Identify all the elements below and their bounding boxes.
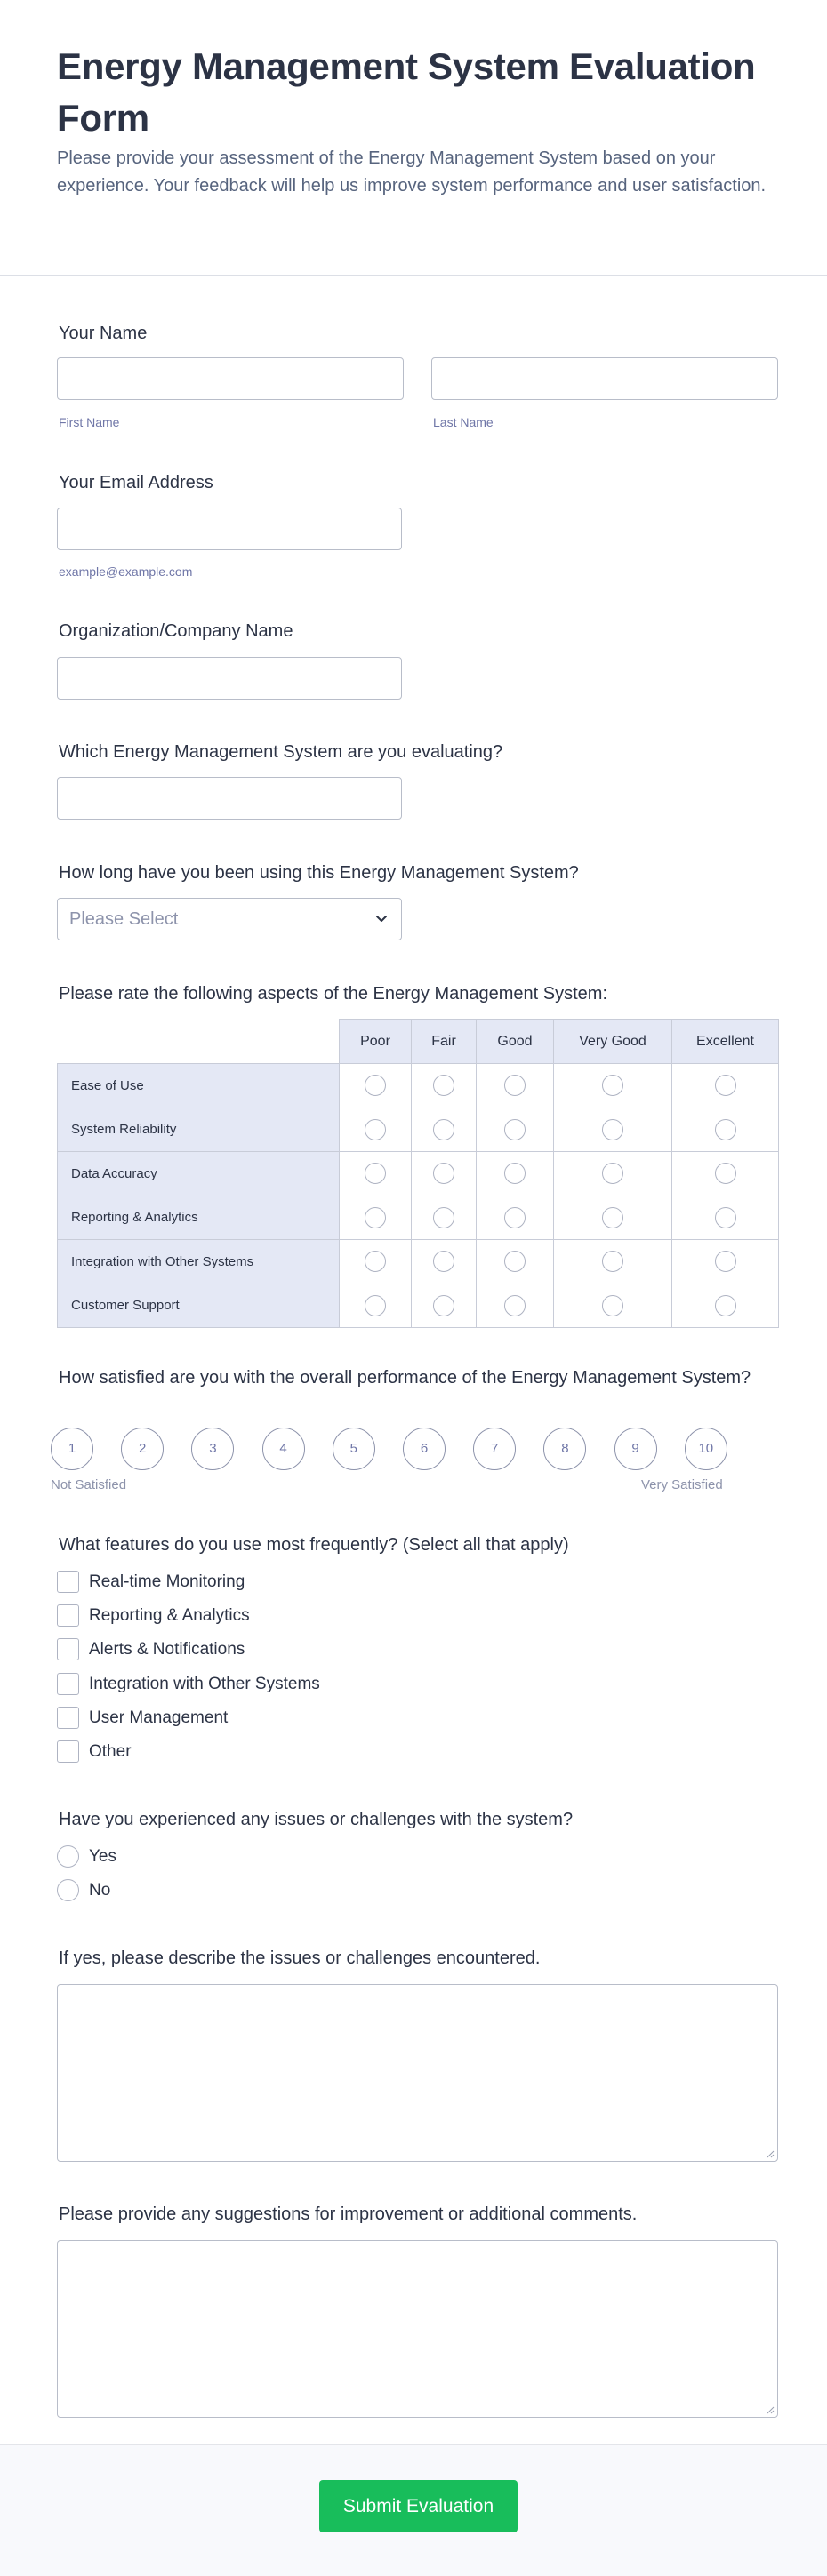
scale-option[interactable]: 10 (685, 1428, 727, 1470)
matrix-radio[interactable] (504, 1251, 526, 1272)
matrix-radio[interactable] (504, 1075, 526, 1096)
scale-option[interactable]: 8 (543, 1428, 586, 1470)
rating-matrix (57, 1019, 778, 1328)
matrix-row-label: Customer Support (58, 1284, 340, 1328)
matrix-row (58, 1152, 779, 1196)
matrix-row-label: Reporting & Analytics (58, 1196, 340, 1240)
system-input[interactable] (57, 777, 402, 820)
matrix-cell (412, 1108, 477, 1152)
matrix-radio[interactable] (504, 1295, 526, 1316)
matrix-radio[interactable] (715, 1119, 736, 1140)
matrix-cell (412, 1152, 477, 1196)
feature-option-label: Real-time Monitoring (89, 1572, 245, 1591)
matrix-radio[interactable] (715, 1075, 736, 1096)
form-description: Please provide your assessment of the Energy Management System based on your experience. Your feedback will help us improve system performance and user satisfaction. (57, 148, 767, 196)
submit-button[interactable]: Submit Evaluation (319, 2480, 518, 2532)
checkbox[interactable] (57, 1673, 79, 1695)
scale-option[interactable]: 1 (51, 1428, 93, 1470)
matrix-radio[interactable] (602, 1075, 623, 1096)
email-label: Your Email Address (59, 473, 213, 492)
scale-option[interactable]: 7 (473, 1428, 516, 1470)
matrix-radio[interactable] (504, 1119, 526, 1140)
matrix-cell (340, 1064, 412, 1108)
matrix-cell (554, 1152, 672, 1196)
checkbox[interactable] (57, 1571, 79, 1593)
matrix-radio[interactable] (602, 1163, 623, 1184)
matrix-radio[interactable] (602, 1119, 623, 1140)
chevron-down-icon (373, 909, 390, 927)
matrix-row-label: Integration with Other Systems (58, 1240, 340, 1284)
matrix-radio[interactable] (365, 1295, 386, 1316)
matrix-cell (554, 1108, 672, 1152)
suggestions-label: Please provide any suggestions for improvement or additional comments. (59, 2204, 638, 2224)
matrix-cell (477, 1240, 554, 1284)
matrix-cell (554, 1196, 672, 1240)
scale-option[interactable]: 2 (121, 1428, 164, 1470)
matrix-row-label: Data Accuracy (58, 1152, 340, 1196)
issues-description-textarea[interactable] (57, 1984, 778, 2162)
matrix-cell (554, 1064, 672, 1108)
matrix-radio[interactable] (365, 1119, 386, 1140)
matrix-radio[interactable] (433, 1119, 454, 1140)
matrix-radio[interactable] (602, 1251, 623, 1272)
radio-button[interactable] (57, 1845, 79, 1868)
matrix-cell (340, 1196, 412, 1240)
matrix-cell (477, 1284, 554, 1328)
matrix-column-header: Fair (412, 1020, 477, 1064)
matrix-radio[interactable] (433, 1207, 454, 1228)
matrix-cell (340, 1108, 412, 1152)
matrix-radio[interactable] (715, 1207, 736, 1228)
scale-option[interactable]: 5 (333, 1428, 375, 1470)
feature-option-label: Alerts & Notifications (89, 1640, 245, 1660)
matrix-radio[interactable] (433, 1075, 454, 1096)
company-label: Organization/Company Name (59, 621, 293, 641)
feature-option-label: Other (89, 1742, 132, 1761)
scale-option[interactable]: 3 (191, 1428, 234, 1470)
scale-option[interactable]: 4 (262, 1428, 305, 1470)
matrix-radio[interactable] (504, 1163, 526, 1184)
matrix-radio[interactable] (433, 1163, 454, 1184)
matrix-cell (672, 1196, 779, 1240)
features-label: What features do you use most frequently? (Select all that apply) (59, 1535, 569, 1555)
checkbox[interactable] (57, 1638, 79, 1660)
matrix-cell (340, 1284, 412, 1328)
matrix-cell (477, 1196, 554, 1240)
last-name-input[interactable] (431, 357, 778, 400)
feature-option-label: User Management (89, 1708, 229, 1727)
matrix-cell (672, 1108, 779, 1152)
matrix-column-header: Good (477, 1020, 554, 1064)
feature-option-label: Integration with Other Systems (89, 1674, 320, 1693)
resize-handle-icon[interactable] (766, 2405, 775, 2414)
matrix-cell (672, 1240, 779, 1284)
matrix-row-label: System Reliability (58, 1108, 340, 1152)
matrix-radio[interactable] (715, 1163, 736, 1184)
suggestions-textarea[interactable] (57, 2240, 778, 2418)
matrix-cell (477, 1064, 554, 1108)
matrix-cell (340, 1152, 412, 1196)
matrix-radio[interactable] (715, 1251, 736, 1272)
form-title: Energy Management System Evaluation Form (57, 45, 756, 139)
matrix-cell (412, 1284, 477, 1328)
matrix-corner (58, 1020, 340, 1064)
matrix-radio[interactable] (365, 1075, 386, 1096)
matrix-row (58, 1240, 779, 1284)
matrix-cell (340, 1240, 412, 1284)
matrix-cell (672, 1064, 779, 1108)
rating-matrix-label: Please rate the following aspects of the Energy Management System: (59, 984, 608, 1004)
matrix-cell (412, 1196, 477, 1240)
matrix-row-label: Ease of Use (58, 1064, 340, 1108)
checkbox[interactable] (57, 1604, 79, 1627)
matrix-cell (412, 1064, 477, 1108)
matrix-row (58, 1284, 779, 1328)
matrix-row (58, 1064, 779, 1108)
checkbox[interactable] (57, 1707, 79, 1729)
scale-option[interactable]: 9 (614, 1428, 657, 1470)
matrix-column-header: Poor (340, 1020, 412, 1064)
matrix-radio[interactable] (715, 1295, 736, 1316)
scale-low-caption: Not Satisfied (51, 1477, 127, 1492)
matrix-radio[interactable] (602, 1295, 623, 1316)
matrix-header-row (58, 1020, 779, 1064)
matrix-radio[interactable] (433, 1251, 454, 1272)
email-sublabel: example@example.com (59, 564, 193, 579)
feature-option-label: Reporting & Analytics (89, 1606, 250, 1626)
matrix-radio[interactable] (365, 1163, 386, 1184)
issue-option-label: Yes (89, 1847, 116, 1866)
matrix-cell (672, 1152, 779, 1196)
matrix-cell (672, 1284, 779, 1328)
checkbox[interactable] (57, 1740, 79, 1763)
matrix-cell (477, 1152, 554, 1196)
issue-option-label: No (89, 1881, 111, 1900)
matrix-row (58, 1196, 779, 1240)
scale-high-caption: Very Satisfied (641, 1477, 723, 1492)
matrix-cell (412, 1240, 477, 1284)
satisfaction-label: How satisfied are you with the overall performance of the Energy Management System? (59, 1368, 751, 1388)
company-input[interactable] (57, 657, 402, 700)
radio-button[interactable] (57, 1879, 79, 1901)
matrix-radio[interactable] (365, 1251, 386, 1272)
first-name-input[interactable] (57, 357, 404, 400)
issues-label: Have you experienced any issues or challenges with the system? (59, 1810, 574, 1829)
duration-selected-value: Please Select (69, 909, 179, 929)
duration-select[interactable] (57, 898, 402, 940)
resize-handle-icon[interactable] (766, 2149, 775, 2158)
system-label: Which Energy Management System are you evaluating? (59, 742, 503, 762)
matrix-cell (554, 1240, 672, 1284)
duration-label: How long have you been using this Energy Management System? (59, 863, 579, 883)
matrix-radio[interactable] (433, 1295, 454, 1316)
matrix-column-header: Very Good (554, 1020, 672, 1064)
matrix-cell (477, 1108, 554, 1152)
last-name-sublabel: Last Name (433, 415, 494, 429)
first-name-sublabel: First Name (59, 415, 120, 429)
matrix-row (58, 1108, 779, 1152)
issues-description-label: If yes, please describe the issues or challenges encountered. (59, 1948, 541, 1968)
matrix-cell (554, 1284, 672, 1328)
email-input[interactable] (57, 508, 402, 550)
form-header (0, 0, 827, 276)
matrix-radio[interactable] (602, 1207, 623, 1228)
matrix-radio[interactable] (365, 1207, 386, 1228)
name-label: Your Name (59, 324, 148, 343)
scale-option[interactable]: 6 (403, 1428, 446, 1470)
matrix-radio[interactable] (504, 1207, 526, 1228)
matrix-column-header: Excellent (672, 1020, 779, 1064)
